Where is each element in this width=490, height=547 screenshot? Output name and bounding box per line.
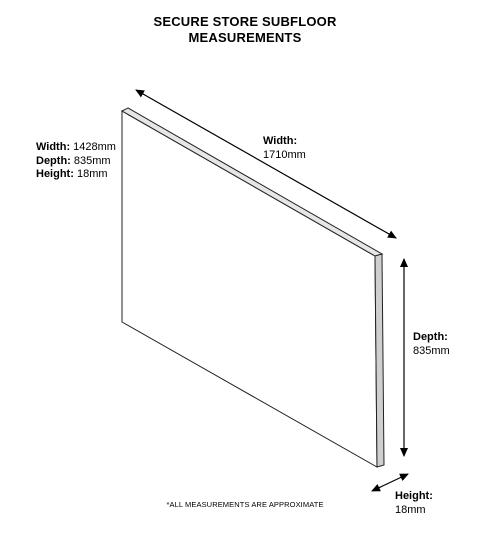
width-dimension-value: 1710mm bbox=[263, 148, 306, 161]
spec-depth-label: Depth: bbox=[36, 154, 71, 167]
board-side-edge bbox=[375, 254, 384, 467]
spec-list bbox=[36, 141, 116, 182]
spec-depth bbox=[36, 155, 116, 169]
spec-width bbox=[36, 141, 116, 155]
spec-width-value: 1428mm bbox=[73, 141, 116, 153]
spec-height bbox=[36, 168, 116, 182]
spec-depth-value: 835mm bbox=[73, 154, 111, 167]
height-dimension-title: Height: bbox=[395, 490, 433, 502]
height-arrow bbox=[372, 474, 408, 491]
spec-width-label: Width: bbox=[36, 141, 71, 153]
board-front-face bbox=[122, 111, 377, 467]
diagram-title bbox=[0, 14, 490, 46]
depth-dimension-title: Depth: bbox=[413, 331, 448, 343]
depth-dimension-value: 835mm bbox=[413, 344, 450, 357]
approximate-footnote: *ALL MEASUREMENTS ARE APPROXIMATE bbox=[166, 500, 324, 509]
title-line-2: MEASUREMENTS bbox=[188, 30, 302, 45]
height-dimension-value: 18mm bbox=[395, 503, 426, 516]
depth-dimension-label bbox=[413, 331, 450, 358]
width-dimension-title: Width: bbox=[263, 135, 298, 147]
width-dimension-label bbox=[263, 135, 306, 162]
spec-height-label: Height: bbox=[36, 168, 74, 180]
title-line-1: SECURE STORE SUBFLOOR bbox=[153, 14, 337, 29]
spec-height-value: 18mm bbox=[76, 168, 108, 180]
